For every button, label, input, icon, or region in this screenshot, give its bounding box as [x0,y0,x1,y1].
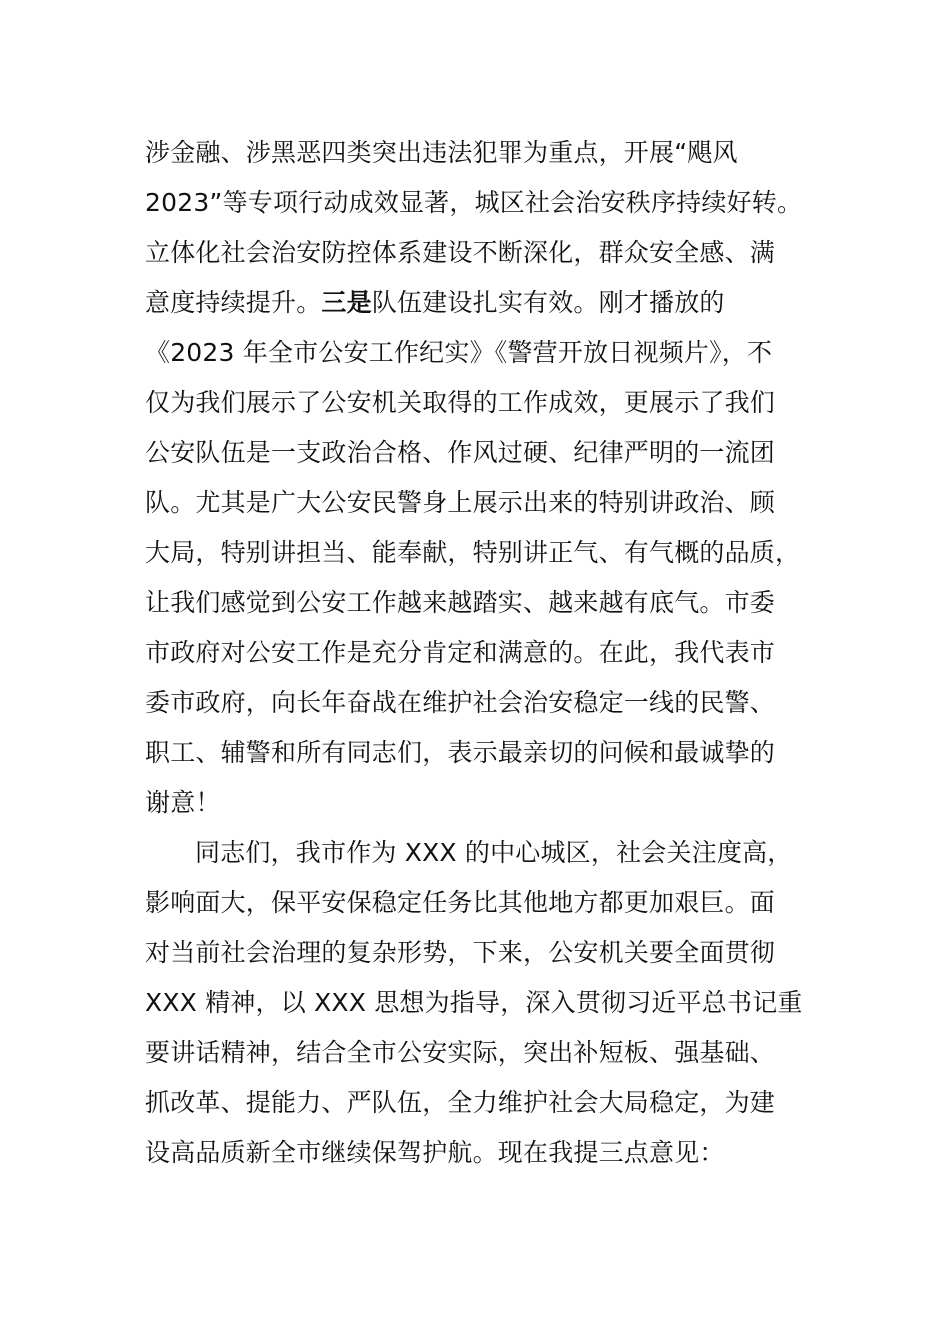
text-line: 市政府对公安工作是充分肯定和满意的。在此，我代表市 [145,638,776,667]
text-line-with-emphasis [145,278,815,328]
text-line: 职工、辅警和所有同志们，表示最亲切的问候和最诚挚的 [145,738,776,767]
text-line: 2023”等专项行动成效显著，城区社会治安秩序持续好转。 [145,188,803,217]
text-line: 抓改革、提能力、严队伍，全力维护社会大局稳定，为建 [145,1088,776,1117]
text-line: 谢意！ [145,788,221,817]
text-line: 仅为我们展示了公安机关取得的工作成效，更展示了我们 [145,388,776,417]
text-line: 立体化社会治安防控体系建设不断深化，群众安全感、满 [145,238,776,267]
text-line: 设高品质新全市继续保驾护航。现在我提三点意见： [145,1138,725,1167]
text-segment: 意度持续提升。 [145,288,322,317]
document-body [145,128,815,1178]
text-line: 要讲话精神，结合全市公安实际，突出补短板、强基础、 [145,1038,776,1067]
text-line: 让我们感觉到公安工作越来越踏实、越来越有底气。市委 [145,588,776,617]
text-line: XXX 精神，以 XXX 思想为指导，深入贯彻习近平总书记重 [145,988,803,1017]
text-line: 队。尤其是广大公安民警身上展示出来的特别讲政治、顾 [145,488,776,517]
text-line: 大局，特别讲担当、能奉献，特别讲正气、有气概的品质， [145,538,801,567]
paragraph-start-line: 同志们，我市作为 XXX 的中心城区，社会关注度高， [195,838,793,867]
text-line: 公安队伍是一支政治合格、作风过硬、纪律严明的一流团 [145,438,776,467]
text-line: 影响面大，保平安保稳定任务比其他地方都更加艰巨。面 [145,888,776,917]
text-segment: 队伍建设扎实有效。刚才播放的 [371,288,725,317]
text-line: 《2023 年全市公安工作纪实》《警营开放日视频片》，不 [145,338,773,367]
text-line: 委市政府，向长年奋战在维护社会治安稳定一线的民警、 [145,688,776,717]
text-line: 对当前社会治理的复杂形势，下来，公安机关要全面贯彻 [145,938,776,967]
text-line: 涉金融、涉黑恶四类突出违法犯罪为重点，开展“飓风 [145,138,738,167]
emphasis-text: 三是 [321,288,372,317]
